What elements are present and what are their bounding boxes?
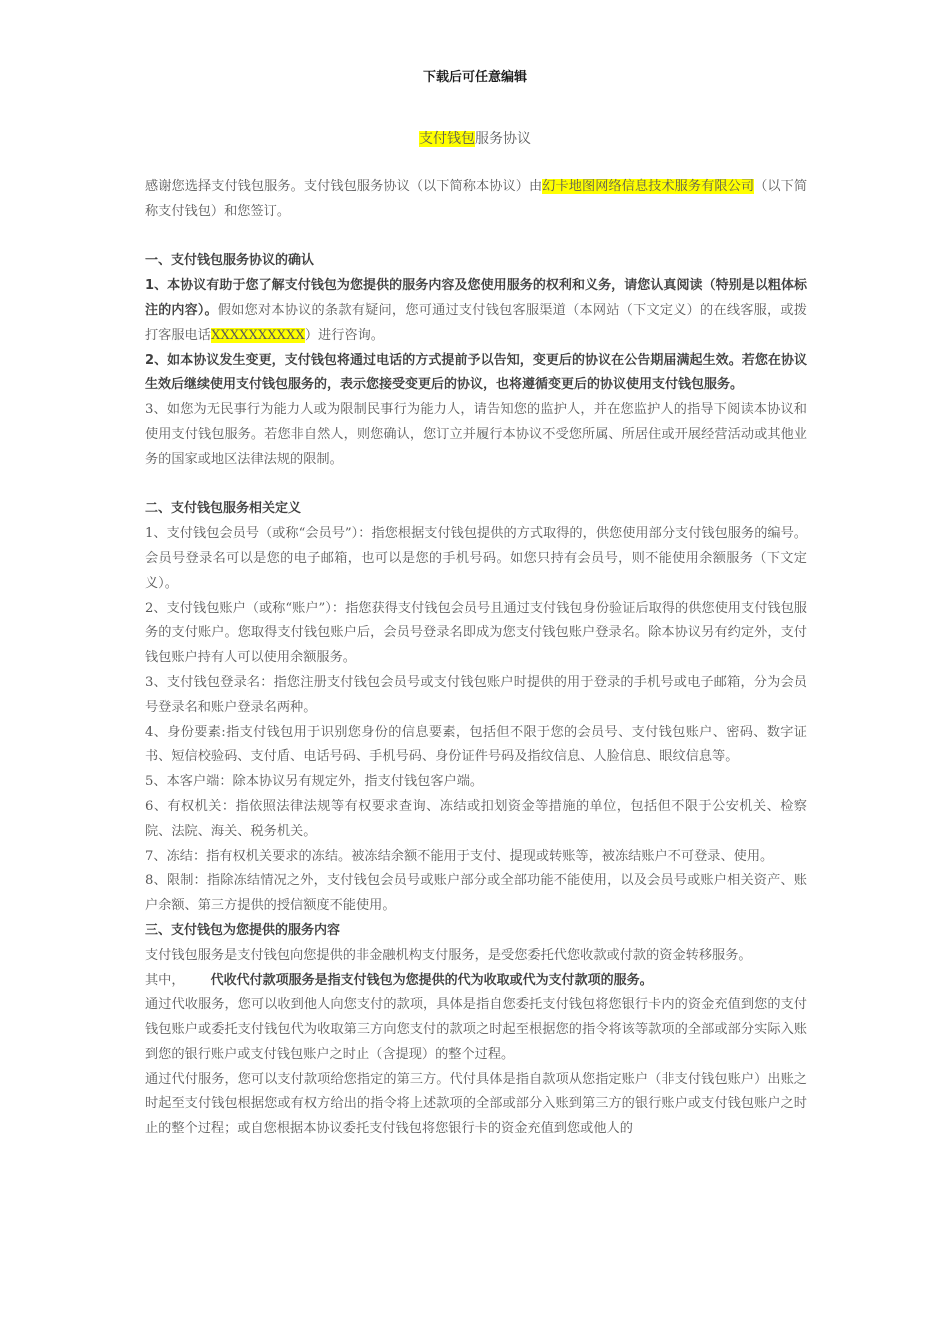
document-title [0,128,950,148]
document-body [145,175,807,1142]
section-1-paragraph-1 [145,274,807,348]
section-2-heading: 二、支付钱包服务相关定义 [145,501,302,517]
section-3-paragraph-1: 支付钱包服务是支付钱包向您提供的非金融机构支付服务，是受您委托代您收款或付款的资金转移服务。 [145,947,752,963]
section-1-text-a: 假如您对本协议的条款有疑问，您可通过支付钱包客服渠道（本网站（下文定义）的在线客服，或拨打客服电话 [145,302,807,343]
title-highlight: 支付钱包 [419,131,475,147]
definition-item: 1、支付钱包会员号（或称“会员号”）：指您根据支付钱包提供的方式取得的，供您使用部分支付钱包服务的编号。会员号登录名可以是您的电子邮箱，也可以是您的手机号码。如您只持有会员号，则不能使用余额服务（下文定义）。 [145,526,807,591]
section-1-bold-text: 1、本协议有助于您了解支付钱包为您提供的服务内容及您使用服务的权利和义务，请您认真阅读（特别是以粗体标注的内容）。 [145,278,807,318]
service-phone: XXXXXXXXXX [210,327,305,343]
definition-item: 5、本客户端：除本协议另有规定外，指支付钱包客户端。 [145,774,484,790]
definition-item: 4、身份要素:指支付钱包用于识别您身份的信息要素，包括但不限于您的会员号、支付钱包账户、密码、数字证书、短信校验码、支付盾、电话号码、手机号码、身份证件号码及指纹信息、人脸信息、眼纹信息等。 [145,724,807,765]
definition-item: 2、支付钱包账户（或称“账户”）：指您获得支付钱包会员号且通过支付钱包身份验证后取得的供您使用支付钱包服务的支付账户。您取得支付钱包账户后，会员号登录名即成为您支付钱包账户登录名。除本协议另有约定外，支付钱包账户持有人可以使用余额服务。 [145,600,807,666]
section-3-paragraph-3: 通过代收服务，您可以收到他人向您支付的款项，具体是指自您委托支付钱包将您银行卡内的资金充值到您的支付钱包账户或委托支付钱包代为收取第三方向您支付的款项之时起至根据您的指令将该等款项的全部或部分实际入账到您的银行账户或支付钱包账户之时止（含提现）的整个过程。 [145,997,807,1062]
section-3-heading: 三、支付钱包为您提供的服务内容 [145,922,341,938]
section-3-paragraph-4: 通过代付服务，您可以支付款项给您指定的第三方。代付具体是指自款项从您指定账户（非支付钱包账户）出账之时起至支付钱包根据您或有权方给出的指令将上述款项的全部或部分入账到第三方的银行账户或支付钱包账户之时止的整个过程；或自您根据本协议委托支付钱包将您银行卡的资金充值到您或他人的 [145,1071,807,1137]
definition-item: 6、有权机关：指依照法律法规等有权要求查询、冻结或扣划资金等措施的单位，包括但不限于公安机关、检察院、法院、海关、税务机关。 [145,798,807,839]
definition-item: 8、限制：指除冻结情况之外，支付钱包会员号或账户部分或全部功能不能使用，以及会员号或账户相关资产、账户余额、第三方提供的授信额度不能使用。 [145,873,807,914]
intro-text-1: 感谢您选择支付钱包服务。支付钱包服务协议（以下简称本协议）由 [145,179,543,194]
section-3-bold-text: 代收代付款项服务是指支付钱包为您提供的代为收取或代为支付款项的服务。 [210,972,653,988]
section-1-paragraph-2: 2、如本协议发生变更，支付钱包将通过电话的方式提前予以告知，变更后的协议在公告期届满起生效。若您在协议生效后继续使用支付钱包服务的，表示您接受变更后的协议，也将遵循变更后的协议使用支付钱包服务。 [145,352,807,393]
section-3-paragraph-2 [145,969,807,994]
section-1-text-b: ）进行咨询。 [304,327,384,343]
company-name: 幻卡地图网络信息技术服务有限公司 [542,179,755,194]
intro-paragraph [145,175,807,225]
page-header: 下载后可任意编辑 [422,70,527,85]
intro-text-2: （以下简称支付钱包）和您签订。 [145,179,808,219]
definition-item: 3、支付钱包登录名：指您注册支付钱包会员号或支付钱包账户时提供的用于登录的手机号或电子邮箱，分为会员号登录名和账户登录名两种。 [145,674,807,715]
section-1-heading: 一、支付钱包服务协议的确认 [145,253,315,269]
section-1-paragraph-3: 3、如您为无民事行为能力人或为限制民事行为能力人，请告知您的监护人，并在您监护人的指导下阅读本协议和使用支付钱包服务。若您非自然人，则您确认，您订立并履行本协议不受您所属、所居住或开展经营活动或其他业务的国家或地区法律法规的限制。 [145,402,807,467]
section-3-prefix: 其中， [145,972,185,988]
definition-item: 7、冻结：指有权机关要求的冻结。被冻结余额不能用于支付、提现或转账等，被冻结账户不可登录、使用。 [145,848,774,864]
title-rest: 服务协议 [475,131,531,147]
